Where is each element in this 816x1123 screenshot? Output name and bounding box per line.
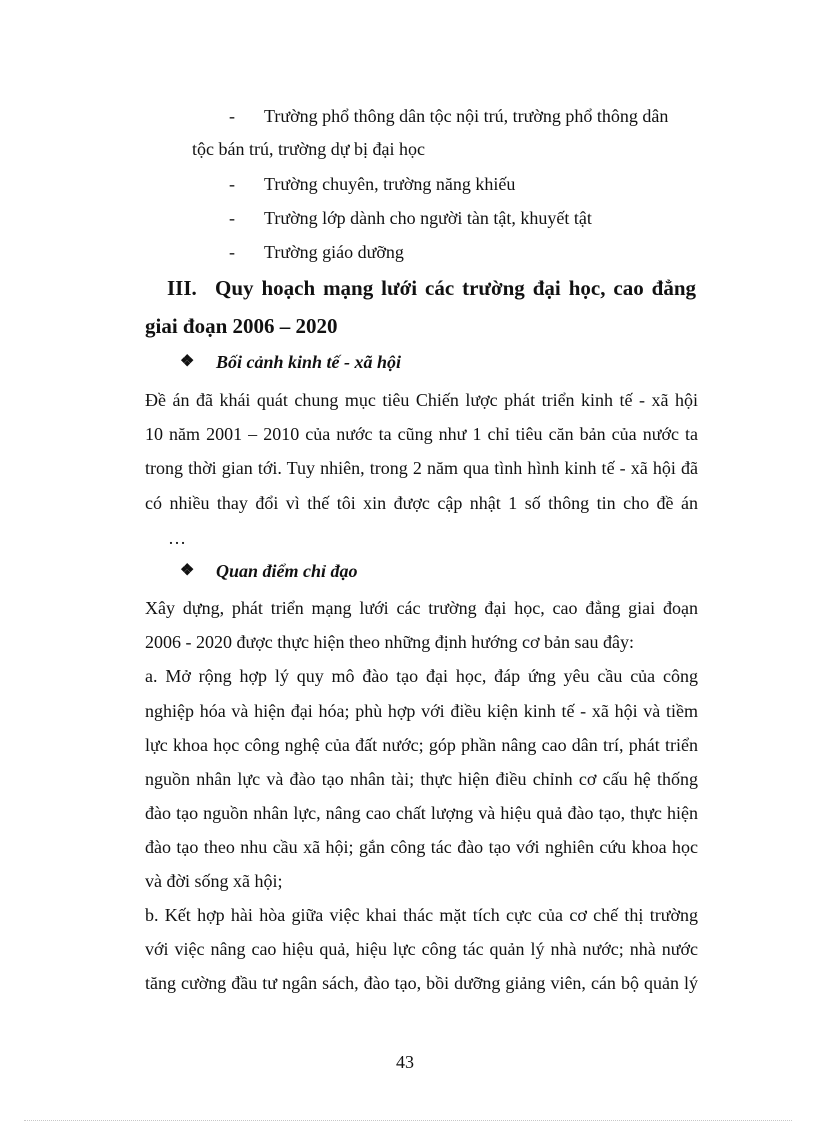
list-dash: -: [229, 242, 235, 262]
section-number: III.: [167, 276, 197, 300]
list-item-text: Trường giáo dưỡng: [264, 242, 404, 262]
list-item-text-continued: tộc bán trú, trường dự bị đại học: [192, 139, 425, 159]
paragraph-line: nguồn nhân lực và đào tạo nhân tài; thực hiện điều chỉnh cơ cấu hệ thống: [145, 769, 698, 789]
paragraph-line: đào tạo theo nhu cầu xã hội; gắn công tác đào tạo với nghiên cứu khoa học: [145, 837, 698, 857]
page-number: 43: [396, 1052, 414, 1072]
section-title-continued: giai đoạn 2006 – 2020: [145, 314, 338, 338]
paragraph-line: 10 năm 2001 – 2010 của nước ta cũng như 1 chỉ tiêu căn bản của nước ta: [145, 424, 698, 444]
subsection-title: Quan điểm chỉ đạo: [216, 561, 358, 581]
paragraph-line: với việc nâng cao hiệu quả, hiệu lực công tác quản lý nhà nước; nhà nước: [145, 939, 698, 959]
page-bottom-rule: [24, 1120, 792, 1121]
paragraph-line: Đề án đã khái quát chung mục tiêu Chiến lược phát triển kinh tế - xã hội: [145, 390, 698, 410]
diamond-bullet-icon: ❖: [180, 562, 195, 579]
paragraph-line: 2006 - 2020 được thực hiện theo những định hướng cơ bản sau đây:: [145, 632, 634, 652]
ellipsis: …: [168, 528, 186, 548]
list-dash: -: [229, 208, 235, 228]
subsection-title: Bối cảnh kinh tế - xã hội: [216, 352, 402, 372]
paragraph-line: tăng cường đầu tư ngân sách, đào tạo, bồi dưỡng giảng viên, cán bộ quản lý: [145, 973, 698, 993]
diamond-bullet-icon: ❖: [180, 353, 195, 370]
list-dash: -: [229, 106, 235, 126]
list-item-text: Trường lớp dành cho người tàn tật, khuyết tật: [264, 208, 592, 228]
paragraph-line: trong thời gian tới. Tuy nhiên, trong 2 năm qua tình hình kinh tế - xã hội đã: [145, 458, 698, 478]
paragraph-line: b. Kết hợp hài hòa giữa việc khai thác mặt tích cực của cơ chế thị trường: [145, 905, 698, 925]
list-item-text: Trường chuyên, trường năng khiếu: [264, 174, 516, 194]
list-dash: -: [229, 174, 235, 194]
paragraph-line: Xây dựng, phát triển mạng lưới các trường đại học, cao đẳng giai đoạn: [145, 598, 698, 618]
paragraph-line: a. Mở rộng hợp lý quy mô đào tạo đại học, đáp ứng yêu cầu của công: [145, 666, 698, 686]
paragraph-line: và đời sống xã hội;: [145, 871, 283, 891]
paragraph-line: đào tạo nguồn nhân lực, nâng cao chất lượng và hiệu quả đào tạo, thực hiện: [145, 803, 698, 823]
paragraph-line: lực khoa học công nghệ của đất nước; góp phần nâng cao dân trí, phát triển: [145, 735, 698, 755]
section-title: Quy hoạch mạng lưới các trường đại học, cao đẳng: [215, 276, 696, 300]
list-item-text: Trường phổ thông dân tộc nội trú, trường phổ thông dân: [264, 106, 669, 126]
paragraph-line: nghiệp hóa và hiện đại hóa; phù hợp với điều kiện kinh tế - xã hội và tiềm: [145, 701, 698, 721]
paragraph-line: có nhiều thay đổi vì thế tôi xin được cập nhật 1 số thông tin cho đề án: [145, 493, 698, 513]
